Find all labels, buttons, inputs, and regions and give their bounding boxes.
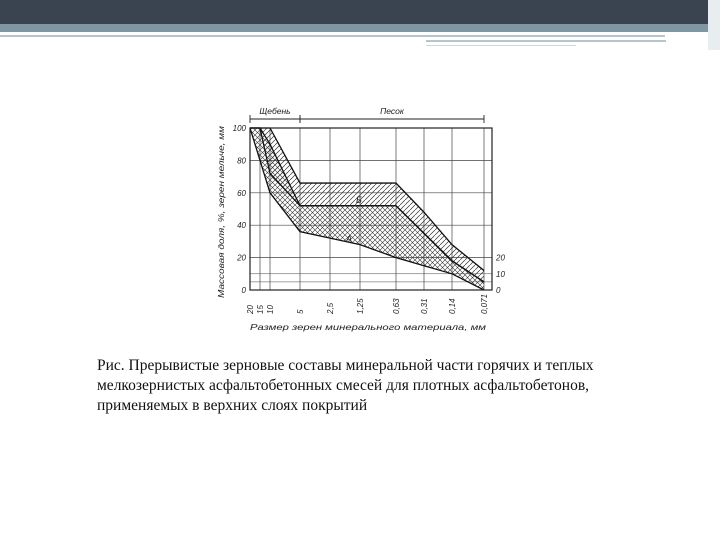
y-tick-label: 100 [232, 124, 246, 133]
zone-a-area [250, 128, 484, 290]
y-tick-label: 60 [237, 188, 246, 198]
region-label: Песок [380, 106, 404, 116]
slide-top-bar [0, 0, 720, 24]
y-tick-label-right: 0 [496, 286, 501, 295]
zone-label-b: Б [356, 195, 362, 205]
x-tick-label: 1,25 [356, 298, 365, 314]
slide-decor-line [0, 35, 665, 37]
y-tick-label: 0 [241, 286, 246, 295]
x-tick-label: 20 [246, 305, 255, 314]
x-tick-label: 0,63 [392, 298, 401, 314]
figure-caption: Рис. Прерывистые зерновые составы минеральной части горячих и теплых мелкозернистых асфальтобетонных смесей для плотных асфальтобетонов, применяемых в верхних слоях покрытий [97, 357, 594, 414]
slide-accent-bar [0, 24, 720, 32]
chart-areas [250, 128, 484, 290]
y-tick-labels [233, 124, 247, 295]
x-tick-label: 0,071 [480, 293, 489, 314]
slide-decor-line [426, 45, 576, 46]
y-tick-labels-right [495, 254, 505, 295]
x-axis-label: Размер зерен минерального материала, мм [250, 322, 487, 332]
slide-corner-panel [708, 0, 720, 50]
x-tick-label: 0,31 [420, 298, 429, 314]
y-tick-label: 20 [237, 253, 246, 263]
x-tick-label: 10 [266, 305, 275, 314]
x-tick-labels [246, 294, 489, 315]
region-label: Щебень [259, 106, 291, 116]
y-axis-label: Массовая доля, %, зерен мельче, мм [217, 160, 226, 298]
region-headers [250, 106, 484, 123]
slide-decor-line [426, 40, 666, 42]
y-tick-label-right: 20 [496, 253, 505, 263]
y-tick-label-right: 10 [496, 269, 505, 279]
y-tick-label: 40 [237, 221, 246, 231]
x-tick-label: 5 [296, 309, 305, 314]
x-tick-label: 15 [256, 305, 265, 314]
y-tick-label: 80 [237, 156, 246, 166]
x-tick-label: 2,5 [326, 302, 335, 314]
gradation-chart [200, 100, 520, 340]
x-tick-label: 0,14 [448, 298, 457, 314]
zone-label-a: А [346, 234, 353, 244]
